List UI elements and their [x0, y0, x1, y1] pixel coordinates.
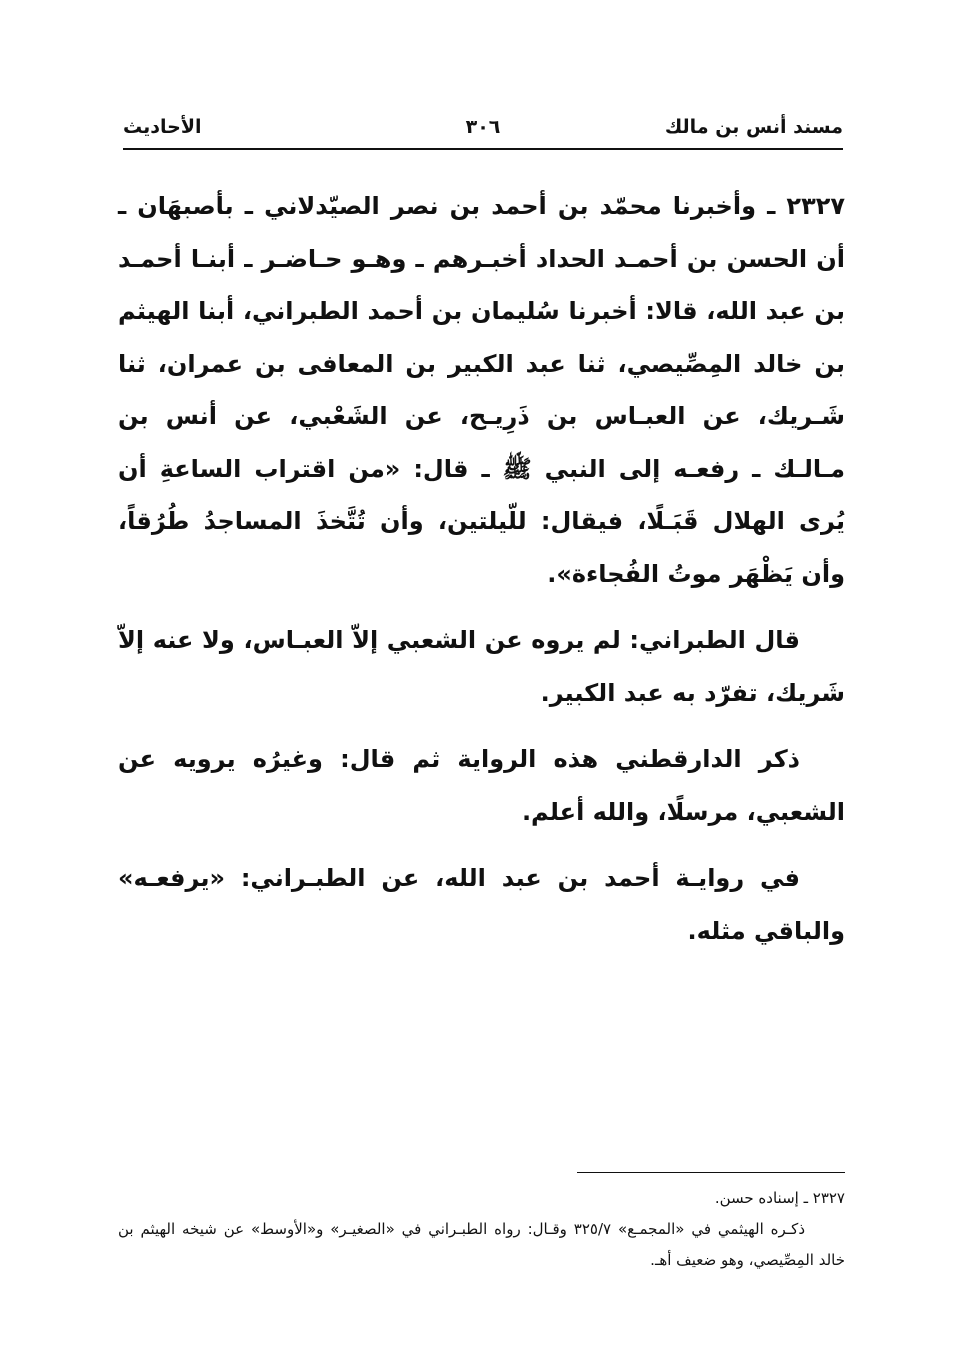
commentary-paragraph: قال الطبراني: لم يروه عن الشعبي إلاّ العبـاس، ولا عنه إلاّ شَريك، تفرّد به عبد الكبير. — [118, 626, 845, 707]
main-text — [118, 180, 845, 971]
commentary-paragraph: ذكر الدارقطني هذه الرواية ثم قال: وغيرُه يرويه عن الشعبي، مرسلًا، والله أعلم. — [118, 745, 845, 826]
hadith-text: ـ وأخبرنا محمّد بن أحمد بن نصر الصيّدلاني ـ بأصبهَان ـ أن الحسن بن أحمـد الحداد أخبـرهم ـ وهـو حـاضـر ـ أبنـا أحمـد بن عبد الله، قالا: أخبرنا سُليمان بن أحمد الطبراني، أبنا الهيثم بن خالد المِصِّيصي، ثنا عبد الكبير بن المعافى بن عمران، ثنا شَـريك، عن العبـاس بن ذَرِيـح، عن الشَعْبي، عن أنس بن مـالـك ـ رفعـه إلى النبي ﷺ ـ قال: «من اقتراب الساعةِ أن يُرى الهلال قَبَـلًا، فيقال: للّيلتين، وأن تُتَّخذَ المساجدُ طُرُقاً، وأن يَظْهَر موتُ الفُجاءة». — [118, 192, 845, 588]
hadith-number: ٢٣٢٧ — [786, 192, 846, 220]
footnote-number: ٢٣٢٧ — [812, 1189, 845, 1207]
book-title: مسند أنس بن مالك — [664, 116, 843, 138]
footnote-grading: ـ إسناده حسن. — [714, 1189, 808, 1207]
running-header — [123, 112, 843, 146]
footnotes — [118, 1183, 845, 1276]
hadith-paragraph — [118, 180, 845, 600]
commentary-paragraph: في روايـة أحمد بن عبد الله، عن الطبـراني: «يرفعـه» والباقي مثله. — [118, 864, 845, 945]
footnote-line — [118, 1183, 845, 1214]
page-number: ٣٠٦ — [465, 116, 501, 138]
footnote-divider — [577, 1172, 845, 1173]
footnote-text: ذكـره الهيثمي في «المجمـع» ٣٢٥/٧ وقـال: رواه الطبـراني في «الصغيـر» و«الأوسط» عن شيخه الهيثم بن خالد المِصِّيصي، وهو ضعيف أهـ. — [118, 1220, 845, 1269]
section-title: الأحاديث — [123, 116, 202, 138]
header-divider — [123, 148, 843, 150]
